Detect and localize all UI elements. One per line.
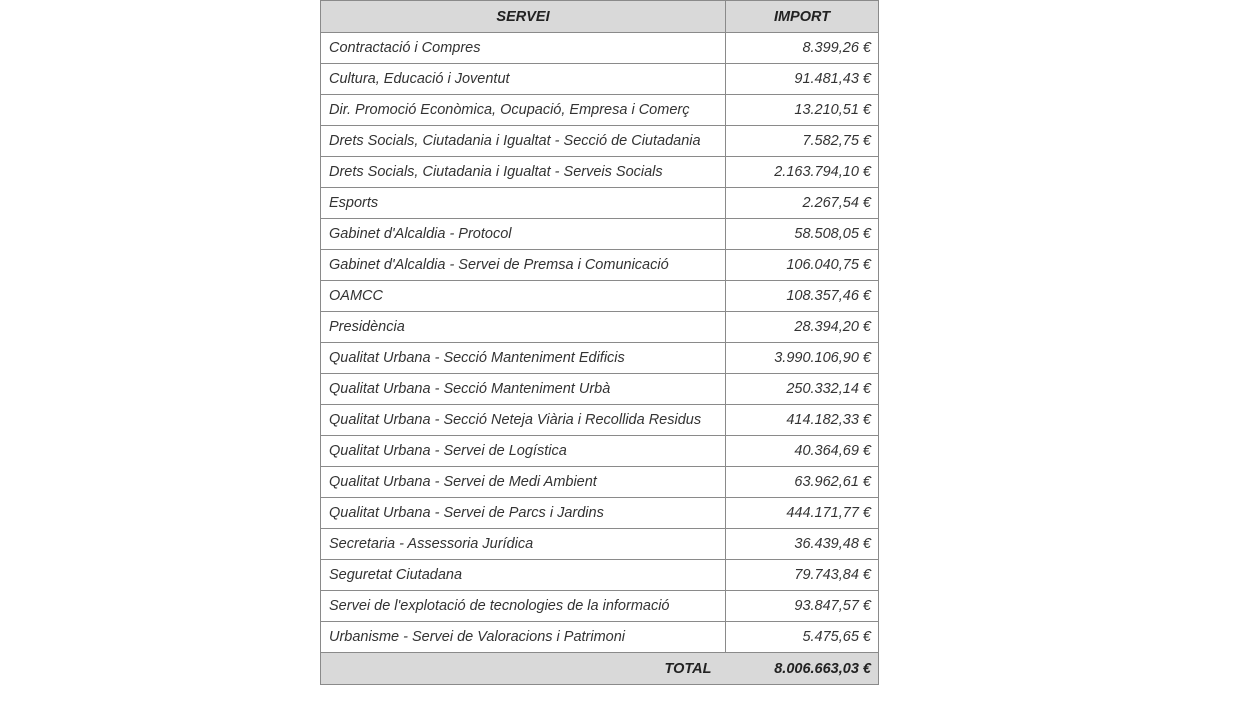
table-row <box>321 374 879 405</box>
table-row <box>321 64 879 95</box>
table-row <box>321 622 879 653</box>
service-amount: 444.171,77 € <box>726 498 879 529</box>
service-name: Qualitat Urbana - Secció Manteniment Edificis <box>321 343 726 374</box>
service-amount: 63.962,61 € <box>726 467 879 498</box>
service-amount: 79.743,84 € <box>726 560 879 591</box>
service-amount: 5.475,65 € <box>726 622 879 653</box>
service-amount: 2.267,54 € <box>726 188 879 219</box>
service-amount: 7.582,75 € <box>726 126 879 157</box>
service-amount: 58.508,05 € <box>726 219 879 250</box>
total-label: TOTAL <box>321 653 726 685</box>
table-row <box>321 219 879 250</box>
service-amount: 250.332,14 € <box>726 374 879 405</box>
table-row <box>321 591 879 622</box>
service-name: Seguretat Ciutadana <box>321 560 726 591</box>
header-servei: SERVEI <box>321 1 726 33</box>
service-amount: 106.040,75 € <box>726 250 879 281</box>
table-row <box>321 343 879 374</box>
service-name: Presidència <box>321 312 726 343</box>
table-row <box>321 33 879 64</box>
service-name: Cultura, Educació i Joventut <box>321 64 726 95</box>
table-row <box>321 312 879 343</box>
table-row <box>321 467 879 498</box>
table-row <box>321 405 879 436</box>
service-amount: 13.210,51 € <box>726 95 879 126</box>
table-row <box>321 95 879 126</box>
service-name: Gabinet d'Alcaldia - Protocol <box>321 219 726 250</box>
total-row <box>321 653 879 685</box>
service-name: Urbanisme - Servei de Valoracions i Patrimoni <box>321 622 726 653</box>
service-name: Qualitat Urbana - Secció Manteniment Urbà <box>321 374 726 405</box>
table-header-row <box>321 1 879 33</box>
table-row <box>321 529 879 560</box>
service-name: Qualitat Urbana - Secció Neteja Viària i Recollida Residus <box>321 405 726 436</box>
service-amount: 40.364,69 € <box>726 436 879 467</box>
service-name: OAMCC <box>321 281 726 312</box>
table-row <box>321 126 879 157</box>
service-amount: 28.394,20 € <box>726 312 879 343</box>
service-name: Drets Socials, Ciutadania i Igualtat - Serveis Socials <box>321 157 726 188</box>
header-import: IMPORT <box>726 1 879 33</box>
service-name: Esports <box>321 188 726 219</box>
service-name: Gabinet d'Alcaldia - Servei de Premsa i Comunicació <box>321 250 726 281</box>
service-name: Drets Socials, Ciutadania i Igualtat - Secció de Ciutadania <box>321 126 726 157</box>
service-name: Qualitat Urbana - Servei de Medi Ambient <box>321 467 726 498</box>
service-name: Servei de l'explotació de tecnologies de la informació <box>321 591 726 622</box>
service-amount: 108.357,46 € <box>726 281 879 312</box>
service-name: Dir. Promoció Econòmica, Ocupació, Empresa i Comerç <box>321 95 726 126</box>
table-row <box>321 281 879 312</box>
service-name: Qualitat Urbana - Servei de Logística <box>321 436 726 467</box>
service-name: Qualitat Urbana - Servei de Parcs i Jardins <box>321 498 726 529</box>
service-amount: 414.182,33 € <box>726 405 879 436</box>
table-row <box>321 436 879 467</box>
service-name: Secretaria - Assessoria Jurídica <box>321 529 726 560</box>
service-amount: 8.399,26 € <box>726 33 879 64</box>
table-row <box>321 188 879 219</box>
table-row <box>321 498 879 529</box>
table-row <box>321 250 879 281</box>
service-amount: 93.847,57 € <box>726 591 879 622</box>
service-name: Contractació i Compres <box>321 33 726 64</box>
service-amount: 36.439,48 € <box>726 529 879 560</box>
table-row <box>321 560 879 591</box>
service-amount: 2.163.794,10 € <box>726 157 879 188</box>
services-amount-table <box>320 0 879 685</box>
service-amount: 91.481,43 € <box>726 64 879 95</box>
table-row <box>321 157 879 188</box>
total-amount: 8.006.663,03 € <box>726 653 879 685</box>
service-amount: 3.990.106,90 € <box>726 343 879 374</box>
